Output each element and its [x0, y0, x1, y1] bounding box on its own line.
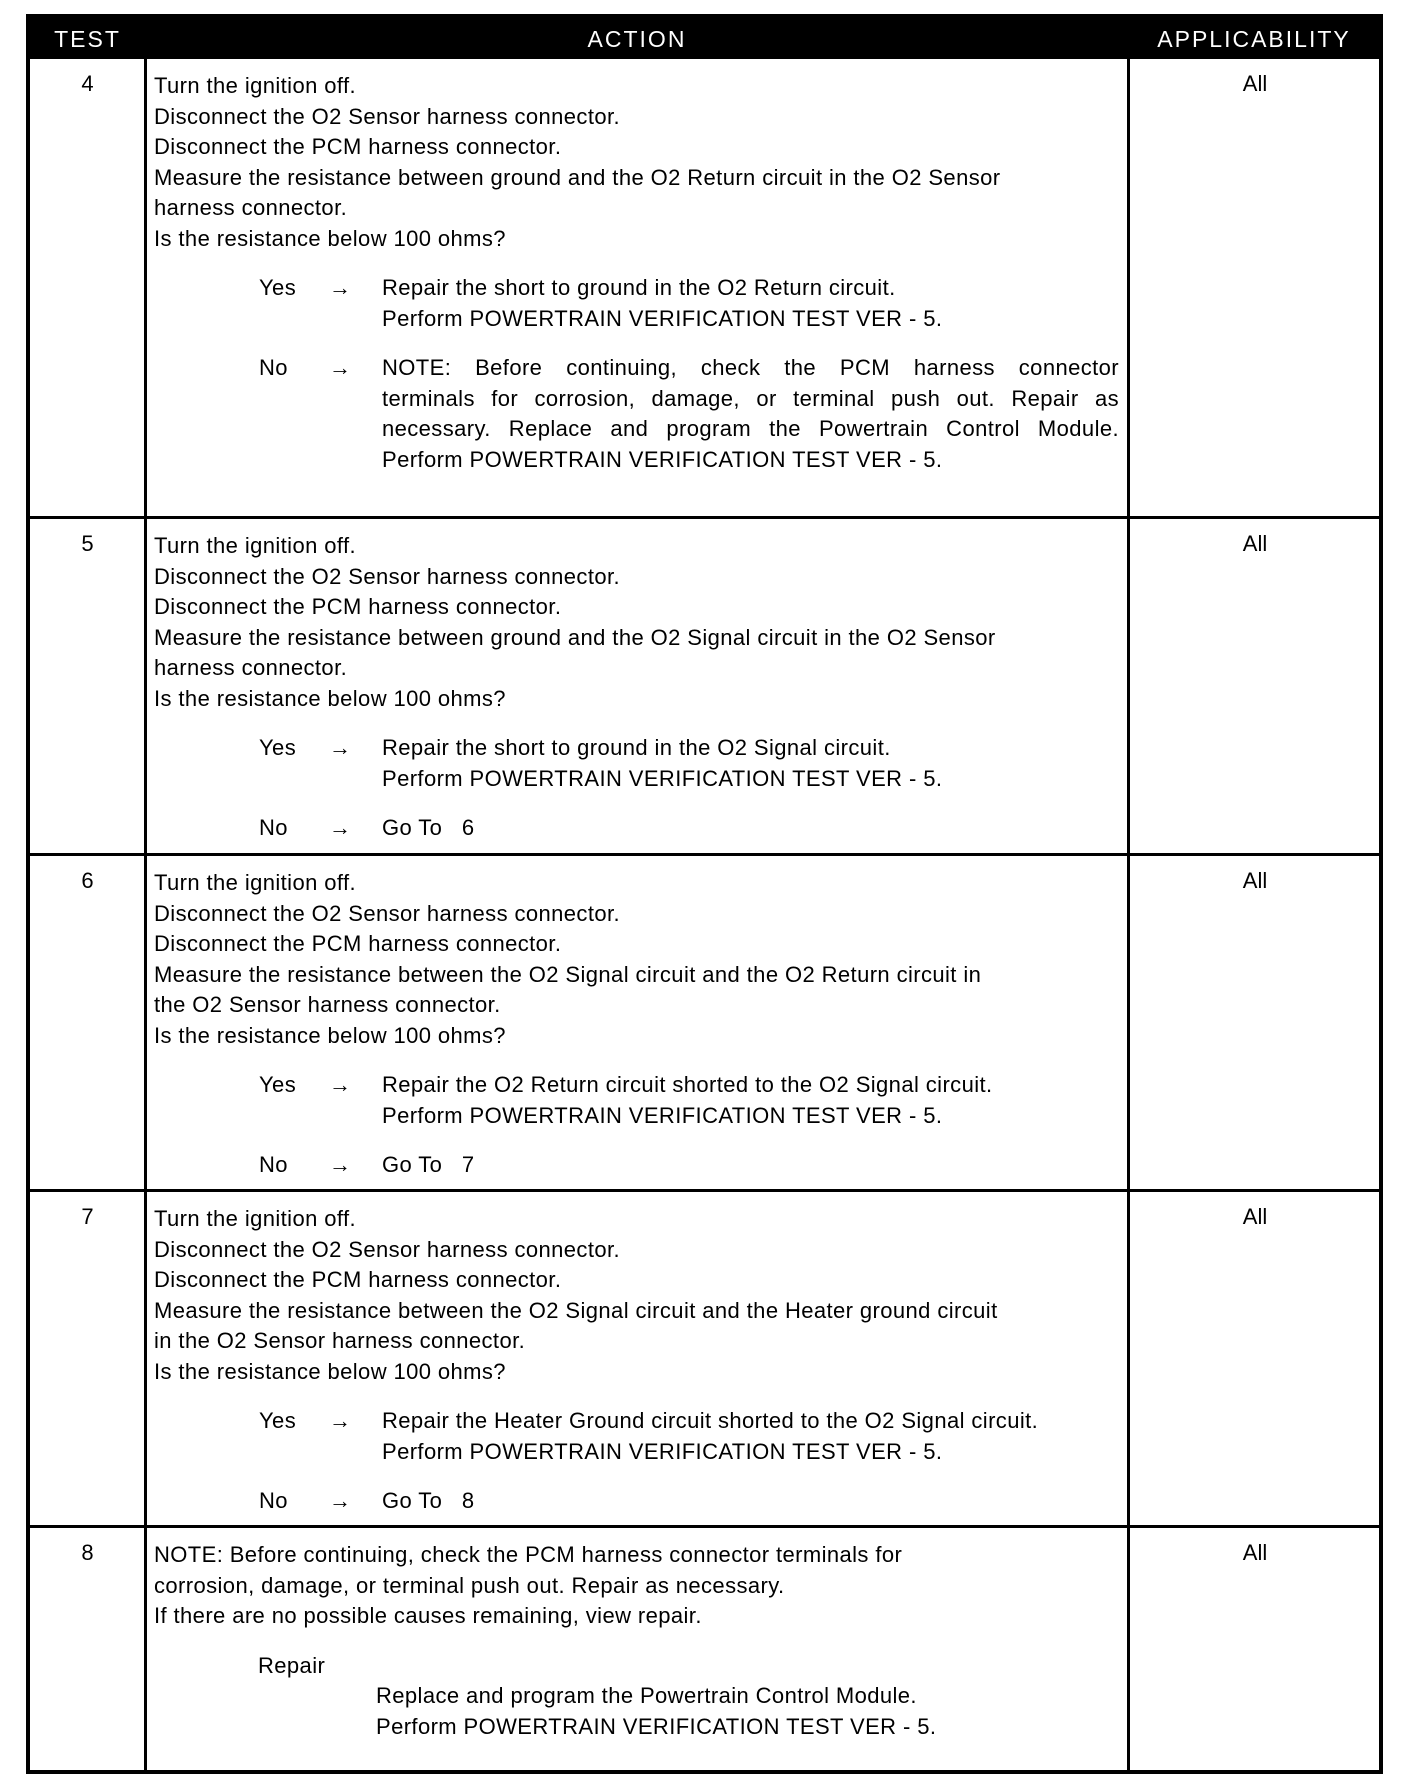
- arrow-right-icon: →: [329, 1488, 352, 1513]
- step-text: corrosion, damage, or terminal push out. Repair as necessary.: [154, 1572, 785, 1598]
- branch-text: Perform POWERTRAIN VERIFICATION TEST VER - 5.: [382, 1438, 943, 1464]
- test-number: 6: [81, 868, 94, 893]
- go-to-text: Go To 7: [382, 1152, 475, 1177]
- applicability-value: All: [1242, 71, 1268, 96]
- yes-branch: [154, 1070, 1119, 1131]
- step-text: Measure the resistance between the O2 Signal circuit and the Heater ground circuit: [154, 1297, 998, 1323]
- no-branch: [154, 1150, 1119, 1181]
- branch-text: Perform POWERTRAIN VERIFICATION TEST VER - 5.: [382, 1102, 943, 1128]
- step-text: Disconnect the PCM harness connector.: [154, 594, 562, 619]
- step-text: Disconnect the PCM harness connector.: [154, 1267, 562, 1292]
- step-text: Disconnect the O2 Sensor harness connector.: [154, 1236, 621, 1262]
- applicability-value: All: [1242, 1204, 1268, 1229]
- yes-label: Yes: [259, 1072, 297, 1097]
- test-row-8: [30, 1528, 1379, 1768]
- step-text: in the O2 Sensor harness connector.: [154, 1328, 526, 1353]
- yes-label: Yes: [259, 1408, 297, 1433]
- action-cell: [154, 868, 1119, 1181]
- step-text: harness connector.: [154, 655, 348, 680]
- step-text: Turn the ignition off.: [154, 870, 357, 895]
- diagnostic-test-table: [26, 14, 1383, 1774]
- test-number: 5: [81, 531, 94, 556]
- step-text: Measure the resistance between ground and the O2 Signal circuit in the O2 Sensor: [154, 624, 996, 650]
- yes-branch: [154, 273, 1119, 334]
- go-to-text: Go To 8: [382, 1488, 475, 1513]
- yes-branch: [154, 1406, 1119, 1467]
- yes-branch: [154, 733, 1119, 794]
- yes-label: Yes: [259, 275, 297, 300]
- step-text: Turn the ignition off.: [154, 73, 357, 98]
- no-branch: [154, 1486, 1119, 1517]
- arrow-right-icon: →: [329, 355, 352, 380]
- table-header: [30, 18, 1379, 59]
- arrow-right-icon: →: [329, 735, 352, 760]
- applicability-value: All: [1242, 1540, 1268, 1565]
- branch-text: Perform POWERTRAIN VERIFICATION TEST VER - 5.: [382, 446, 943, 472]
- no-label: No: [259, 1488, 288, 1513]
- step-text: Disconnect the O2 Sensor harness connector.: [154, 900, 621, 926]
- step-text: Disconnect the O2 Sensor harness connector.: [154, 103, 621, 129]
- arrow-right-icon: →: [329, 1072, 352, 1097]
- step-text: Turn the ignition off.: [154, 1206, 357, 1231]
- repair-text: Perform POWERTRAIN VERIFICATION TEST VER - 5.: [376, 1713, 937, 1739]
- step-text: harness connector.: [154, 195, 348, 220]
- repair-label: Repair: [258, 1652, 326, 1678]
- step-text: If there are no possible causes remaining, view repair.: [154, 1603, 702, 1628]
- branch-text: necessary. Replace and program the Powertrain Control Module.: [382, 416, 1119, 441]
- applicability-value: All: [1242, 531, 1268, 556]
- step-text: Is the resistance below 100 ohms?: [154, 685, 506, 711]
- repair-text: Replace and program the Powertrain Control Module.: [376, 1683, 917, 1708]
- branch-text: Repair the Heater Ground circuit shorted to the O2 Signal circuit.: [382, 1408, 1039, 1433]
- header-action: ACTION: [587, 26, 687, 52]
- action-cell: [154, 1540, 1119, 1742]
- header-applicability: APPLICABILITY: [1157, 26, 1351, 52]
- test-row-4: [30, 59, 1379, 516]
- test-number: 8: [81, 1540, 94, 1565]
- no-branch: [154, 353, 1119, 475]
- arrow-right-icon: →: [329, 1152, 352, 1177]
- step-text: Is the resistance below 100 ohms?: [154, 1358, 506, 1384]
- repair-block: [154, 1651, 1119, 1743]
- branch-text: Repair the O2 Return circuit shorted to the O2 Signal circuit.: [382, 1072, 993, 1097]
- step-text: Disconnect the O2 Sensor harness connector.: [154, 563, 621, 589]
- step-text: Disconnect the PCM harness connector.: [154, 931, 562, 956]
- yes-label: Yes: [259, 735, 297, 760]
- step-text: Disconnect the PCM harness connector.: [154, 134, 562, 159]
- step-text: Is the resistance below 100 ohms?: [154, 1022, 506, 1048]
- branch-text: Repair the short to ground in the O2 Return circuit.: [382, 275, 896, 300]
- step-text: Turn the ignition off.: [154, 533, 357, 558]
- branch-text: Repair the short to ground in the O2 Signal circuit.: [382, 735, 891, 760]
- arrow-right-icon: →: [329, 1408, 352, 1433]
- test-row-6: [30, 856, 1379, 1189]
- step-text: the O2 Sensor harness connector.: [154, 992, 501, 1017]
- test-number: 7: [81, 1204, 94, 1229]
- test-row-5: [30, 519, 1379, 853]
- action-cell: [154, 1204, 1119, 1517]
- branch-text: Perform POWERTRAIN VERIFICATION TEST VER - 5.: [382, 765, 943, 791]
- action-cell: [154, 531, 1119, 844]
- no-label: No: [259, 1152, 288, 1177]
- step-text: Is the resistance below 100 ohms?: [154, 225, 506, 251]
- header-test: TEST: [54, 26, 121, 52]
- step-text: Measure the resistance between the O2 Signal circuit and the O2 Return circuit in: [154, 961, 982, 987]
- applicability-value: All: [1242, 868, 1268, 893]
- no-label: No: [259, 355, 288, 380]
- branch-text: Perform POWERTRAIN VERIFICATION TEST VER - 5.: [382, 305, 943, 331]
- arrow-right-icon: →: [329, 275, 352, 300]
- no-label: No: [259, 815, 288, 840]
- step-text: Measure the resistance between ground and the O2 Return circuit in the O2 Sensor: [154, 164, 1001, 190]
- branch-text: terminals for corrosion, damage, or terminal push out. Repair as: [382, 385, 1119, 411]
- no-branch: [154, 813, 1119, 844]
- step-text: NOTE: Before continuing, check the PCM harness connector terminals for: [154, 1542, 903, 1567]
- go-to-text: Go To 6: [382, 815, 475, 840]
- test-number: 4: [81, 71, 94, 96]
- action-cell: [154, 71, 1119, 475]
- arrow-right-icon: →: [329, 815, 352, 840]
- test-row-7: [30, 1192, 1379, 1525]
- branch-text: NOTE: Before continuing, check the PCM harness connector: [382, 355, 1119, 380]
